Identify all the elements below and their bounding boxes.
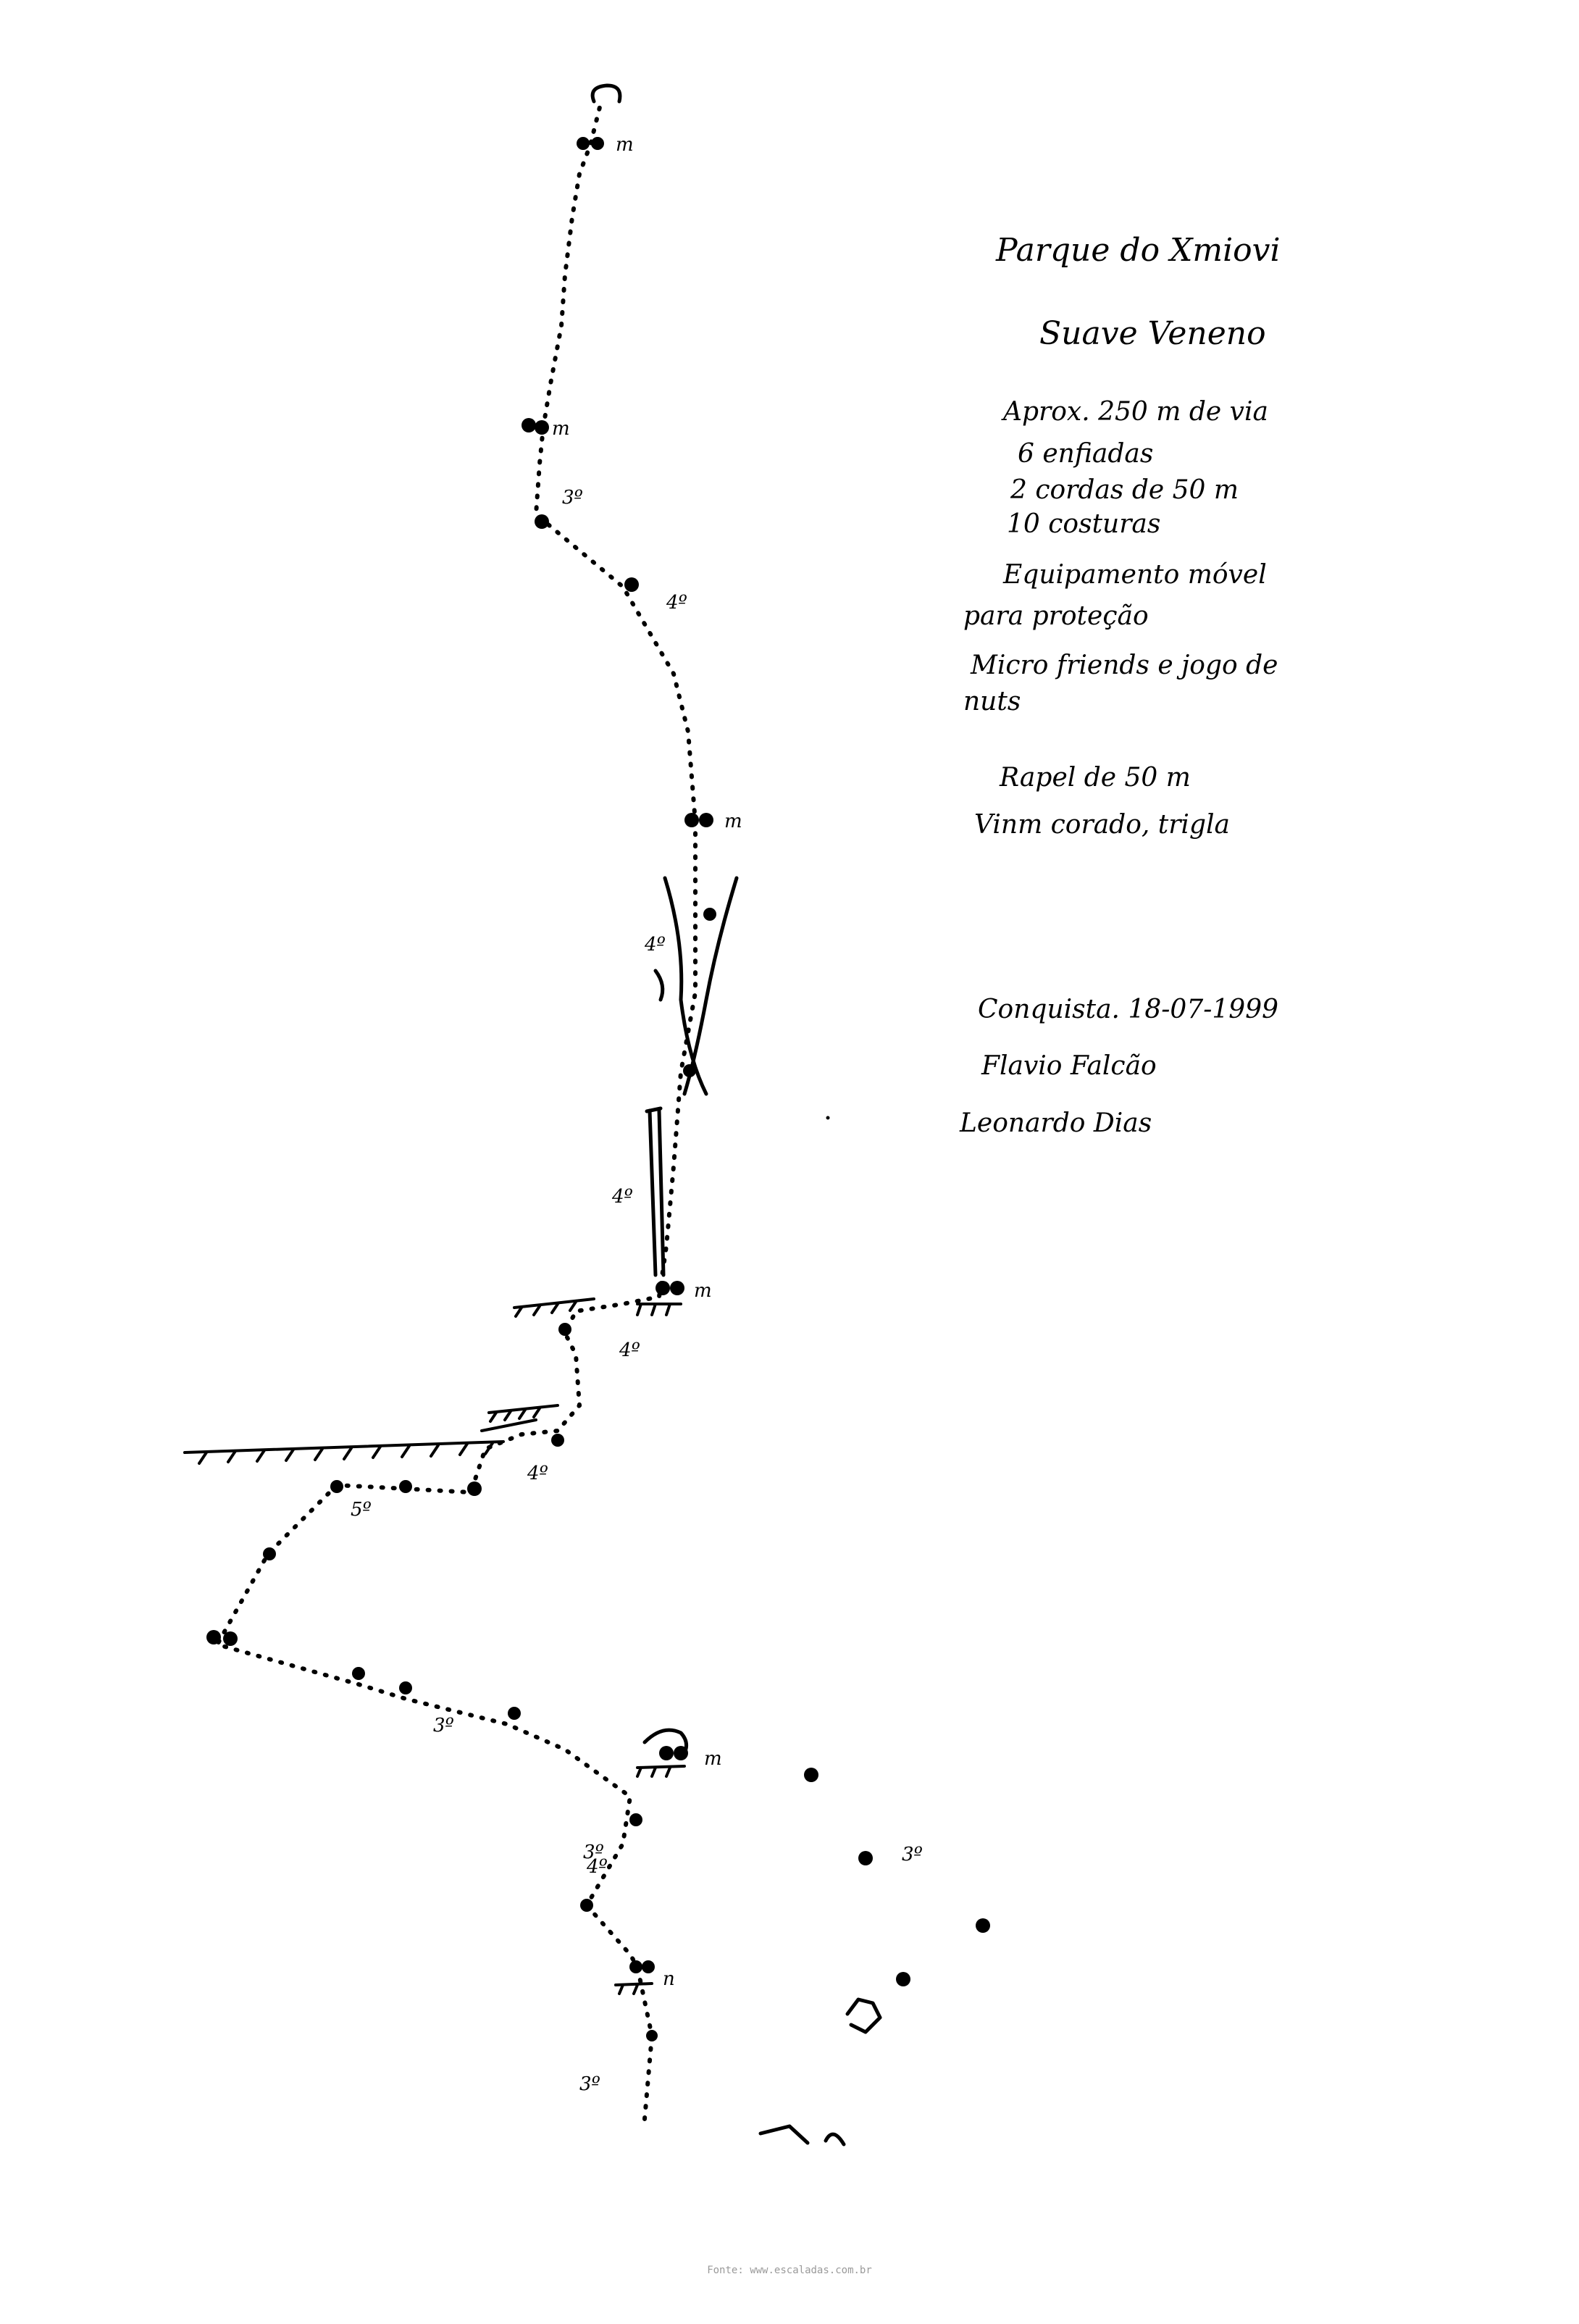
- grade-label: 3º: [583, 1842, 604, 1863]
- grade-label: 4º: [527, 1463, 548, 1484]
- climber-2: Leonardo Dias: [960, 1108, 1152, 1138]
- belay-mark: m: [704, 1748, 722, 1770]
- climber-1: Flavio Falcão: [981, 1051, 1157, 1081]
- grade-label: 3º: [902, 1844, 923, 1865]
- belay-mark: m: [694, 1280, 712, 1302]
- rope-info: 2 cordas de 50 m: [1010, 475, 1239, 505]
- rappel-line-1: Rapel de 50 m: [1000, 763, 1191, 793]
- belay-dots: [206, 137, 990, 2120]
- gear-line-3: Micro friends e jogo de: [971, 651, 1278, 680]
- belay-mark: n: [663, 1968, 675, 1990]
- grade-label: 5º: [351, 1499, 372, 1521]
- route-name: Suave Veneno: [1039, 315, 1266, 352]
- grade-label: 4º: [619, 1339, 640, 1361]
- gear-line-1: Equipamento móvel: [1003, 560, 1267, 590]
- belay-mark: m: [616, 134, 634, 156]
- grade-label: 4º: [645, 934, 666, 956]
- route-length: Aprox. 250 m de via: [1003, 397, 1268, 427]
- source-footer: Fonte: www.escaladas.com.br: [707, 2265, 872, 2276]
- grade-label: 4º: [587, 1856, 608, 1878]
- gear-line-4: nuts: [963, 687, 1021, 716]
- belay-mark: m: [552, 418, 570, 440]
- gear-line-2: para proteção: [963, 601, 1149, 631]
- pitch-grades: [351, 487, 923, 2095]
- belay-marks: [552, 134, 742, 1990]
- pitch-count: 6 enfiadas: [1018, 439, 1154, 469]
- grade-label: 4º: [666, 592, 687, 614]
- route-notes: [959, 232, 1281, 1138]
- grade-label: 3º: [562, 487, 583, 509]
- route-line: [217, 101, 695, 2119]
- area-title: Parque do Xmiovi: [996, 232, 1281, 269]
- grade-label: 4º: [612, 1186, 633, 1208]
- grade-label: 3º: [433, 1715, 454, 1736]
- first-ascent: Conquista. 18-07-1999: [978, 995, 1279, 1024]
- sketch-symbols: [592, 85, 880, 2144]
- rappel-line-2: Vinm corado, trigla: [974, 810, 1230, 840]
- belay-mark: m: [724, 811, 742, 832]
- grade-label: 3º: [579, 2073, 600, 2095]
- roof-hatching: [185, 1299, 684, 1994]
- quickdraw-info: 10 costuras: [1007, 509, 1161, 539]
